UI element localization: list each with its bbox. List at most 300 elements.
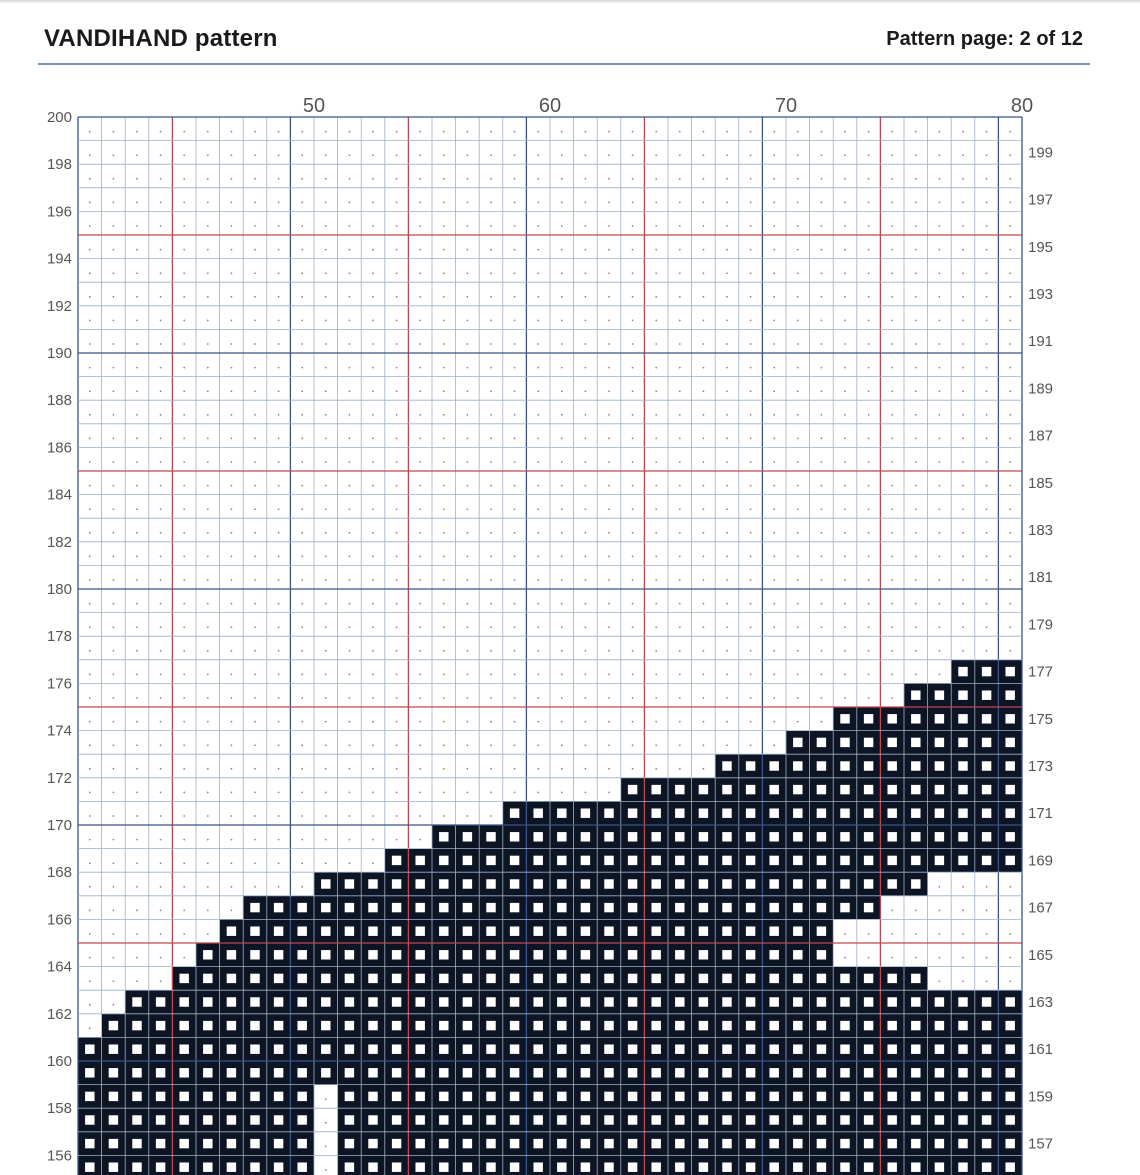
filled-stitch bbox=[621, 825, 645, 849]
empty-cell-dot bbox=[939, 508, 941, 510]
filled-stitch bbox=[432, 1155, 456, 1175]
empty-cell-dot bbox=[113, 721, 115, 723]
empty-cell-dot bbox=[608, 225, 610, 227]
empty-cell-dot bbox=[113, 768, 115, 770]
filled-stitch bbox=[857, 1132, 881, 1156]
empty-cell-dot bbox=[467, 154, 469, 156]
empty-cell-dot bbox=[655, 579, 657, 581]
filled-stitch bbox=[267, 1108, 291, 1132]
empty-cell-dot bbox=[160, 792, 162, 794]
empty-cell-dot bbox=[325, 603, 327, 605]
empty-cell-dot bbox=[443, 154, 445, 156]
empty-cell-dot bbox=[113, 839, 115, 841]
empty-cell-dot bbox=[301, 579, 303, 581]
empty-cell-dot bbox=[915, 178, 917, 180]
filled-stitch bbox=[385, 1108, 409, 1132]
empty-cell-dot bbox=[419, 272, 421, 274]
filled-stitch bbox=[998, 1037, 1022, 1061]
empty-cell-dot bbox=[962, 508, 964, 510]
empty-cell-dot bbox=[349, 815, 351, 817]
empty-cell-dot bbox=[183, 296, 185, 298]
empty-cell-dot bbox=[939, 225, 941, 227]
empty-cell-dot bbox=[89, 839, 91, 841]
filled-stitch bbox=[998, 778, 1022, 802]
empty-cell-dot bbox=[608, 131, 610, 133]
empty-cell-dot bbox=[561, 272, 563, 274]
empty-cell-dot bbox=[797, 249, 799, 251]
empty-cell-dot bbox=[1009, 508, 1011, 510]
row-label-left: 164 bbox=[46, 958, 72, 976]
empty-cell-dot bbox=[443, 792, 445, 794]
empty-cell-dot bbox=[1009, 414, 1011, 416]
empty-cell-dot bbox=[750, 225, 752, 227]
filled-stitch bbox=[998, 731, 1022, 755]
filled-stitch bbox=[715, 778, 739, 802]
filled-stitch bbox=[526, 849, 550, 873]
empty-cell-dot bbox=[726, 296, 728, 298]
row-label-left: 178 bbox=[46, 628, 72, 646]
empty-cell-dot bbox=[278, 508, 280, 510]
filled-stitch bbox=[550, 990, 574, 1014]
empty-cell-dot bbox=[443, 461, 445, 463]
filled-stitch bbox=[833, 1061, 857, 1085]
right-row-number-labels bbox=[1028, 144, 1053, 1175]
filled-stitch bbox=[550, 1155, 574, 1175]
filled-stitch bbox=[762, 967, 786, 991]
empty-cell-dot bbox=[278, 272, 280, 274]
empty-cell-dot bbox=[372, 815, 374, 817]
empty-cell-dot bbox=[962, 933, 964, 935]
filled-stitch bbox=[574, 1155, 598, 1175]
filled-stitch bbox=[220, 1108, 244, 1132]
empty-cell-dot bbox=[231, 556, 233, 558]
filled-stitch bbox=[621, 1155, 645, 1175]
filled-stitch bbox=[456, 943, 480, 967]
empty-cell-dot bbox=[301, 603, 303, 605]
empty-cell-dot bbox=[726, 320, 728, 322]
empty-cell-dot bbox=[608, 650, 610, 652]
filled-stitch bbox=[786, 1132, 810, 1156]
empty-cell-dot bbox=[183, 508, 185, 510]
filled-stitch bbox=[503, 849, 527, 873]
empty-cell-dot bbox=[278, 367, 280, 369]
empty-cell-dot bbox=[419, 249, 421, 251]
empty-cell-dot bbox=[939, 485, 941, 487]
filled-stitch bbox=[597, 990, 621, 1014]
empty-cell-dot bbox=[679, 650, 681, 652]
empty-cell-dot bbox=[278, 815, 280, 817]
empty-cell-dot bbox=[136, 438, 138, 440]
page-indicator: Pattern page: 2 of 12 bbox=[886, 28, 1083, 50]
empty-cell-dot bbox=[703, 556, 705, 558]
empty-cell-dot bbox=[136, 697, 138, 699]
row-label-right: 199 bbox=[1028, 144, 1054, 162]
empty-cell-dot bbox=[514, 249, 516, 251]
filled-stitch bbox=[78, 1061, 102, 1085]
filled-stitch bbox=[833, 778, 857, 802]
empty-cell-dot bbox=[939, 933, 941, 935]
empty-cell-dot bbox=[632, 626, 634, 628]
empty-cell-dot bbox=[254, 178, 256, 180]
empty-cell-dot bbox=[655, 320, 657, 322]
empty-cell-dot bbox=[372, 792, 374, 794]
filled-stitch bbox=[385, 1155, 409, 1175]
row-label-right: 183 bbox=[1028, 522, 1054, 539]
empty-cell-dot bbox=[537, 626, 539, 628]
filled-stitch bbox=[975, 754, 999, 778]
empty-cell-dot bbox=[608, 296, 610, 298]
empty-cell-dot bbox=[160, 839, 162, 841]
filled-stitch bbox=[526, 967, 550, 991]
empty-cell-dot bbox=[773, 744, 775, 746]
filled-stitch bbox=[644, 919, 668, 943]
filled-stitch bbox=[574, 1085, 598, 1109]
filled-stitch bbox=[361, 1108, 385, 1132]
empty-cell-dot bbox=[561, 202, 563, 204]
empty-cell-dot bbox=[443, 697, 445, 699]
empty-cell-dot bbox=[419, 603, 421, 605]
empty-cell-dot bbox=[797, 626, 799, 628]
empty-cell-dot bbox=[962, 320, 964, 322]
empty-cell-dot bbox=[160, 320, 162, 322]
filled-stitch bbox=[904, 731, 928, 755]
empty-cell-dot bbox=[844, 178, 846, 180]
empty-cell-dot bbox=[797, 343, 799, 345]
empty-cell-dot bbox=[773, 390, 775, 392]
empty-cell-dot bbox=[986, 178, 988, 180]
filled-stitch bbox=[408, 1061, 432, 1085]
empty-cell-dot bbox=[585, 249, 587, 251]
empty-cell-dot bbox=[136, 249, 138, 251]
filled-stitch bbox=[149, 1014, 173, 1038]
empty-cell-dot bbox=[750, 272, 752, 274]
empty-cell-dot bbox=[207, 768, 209, 770]
filled-stitch bbox=[857, 1155, 881, 1175]
filled-stitch bbox=[432, 872, 456, 896]
filled-stitch bbox=[385, 990, 409, 1014]
empty-cell-dot bbox=[632, 202, 634, 204]
filled-stitch bbox=[597, 872, 621, 896]
filled-stitch bbox=[267, 896, 291, 920]
empty-cell-dot bbox=[750, 697, 752, 699]
empty-cell-dot bbox=[231, 626, 233, 628]
filled-stitch bbox=[762, 896, 786, 920]
empty-cell-dot bbox=[939, 980, 941, 982]
filled-stitch bbox=[810, 1085, 834, 1109]
row-label-right: 179 bbox=[1028, 616, 1054, 634]
filled-stitch bbox=[668, 943, 692, 967]
empty-cell-dot bbox=[301, 390, 303, 392]
empty-cell-dot bbox=[254, 744, 256, 746]
empty-cell-dot bbox=[797, 603, 799, 605]
empty-cell-dot bbox=[207, 202, 209, 204]
filled-stitch bbox=[786, 1108, 810, 1132]
filled-stitch bbox=[644, 896, 668, 920]
empty-cell-dot bbox=[868, 154, 870, 156]
empty-cell-dot bbox=[750, 674, 752, 676]
empty-cell-dot bbox=[467, 815, 469, 817]
empty-cell-dot bbox=[301, 839, 303, 841]
empty-cell-dot bbox=[254, 579, 256, 581]
empty-cell-dot bbox=[419, 296, 421, 298]
empty-cell-dot bbox=[231, 792, 233, 794]
empty-cell-dot bbox=[585, 721, 587, 723]
empty-cell-dot bbox=[490, 202, 492, 204]
empty-cell-dot bbox=[514, 178, 516, 180]
empty-cell-dot bbox=[301, 131, 303, 133]
column-number-labels bbox=[303, 95, 1033, 117]
filled-stitch bbox=[338, 1132, 362, 1156]
empty-cell-dot bbox=[655, 131, 657, 133]
empty-cell-dot bbox=[655, 744, 657, 746]
filled-stitch bbox=[857, 1014, 881, 1038]
empty-cell-dot bbox=[632, 414, 634, 416]
filled-stitch bbox=[715, 1155, 739, 1175]
empty-cell-dot bbox=[254, 154, 256, 156]
empty-cell-dot bbox=[490, 131, 492, 133]
empty-cell-dot bbox=[608, 721, 610, 723]
empty-cell-dot bbox=[514, 272, 516, 274]
empty-cell-dot bbox=[679, 320, 681, 322]
filled-stitch bbox=[456, 896, 480, 920]
empty-cell-dot bbox=[703, 202, 705, 204]
empty-cell-dot bbox=[514, 343, 516, 345]
empty-cell-dot bbox=[301, 674, 303, 676]
filled-stitch bbox=[880, 825, 904, 849]
filled-stitch bbox=[739, 825, 763, 849]
empty-cell-dot bbox=[349, 131, 351, 133]
empty-cell-dot bbox=[396, 249, 398, 251]
filled-stitch bbox=[550, 1037, 574, 1061]
filled-stitch bbox=[904, 872, 928, 896]
empty-cell-dot bbox=[561, 461, 563, 463]
empty-cell-dot bbox=[726, 343, 728, 345]
filled-stitch bbox=[456, 919, 480, 943]
filled-stitch bbox=[597, 801, 621, 825]
empty-cell-dot bbox=[632, 343, 634, 345]
empty-cell-dot bbox=[372, 438, 374, 440]
filled-stitch bbox=[220, 1014, 244, 1038]
empty-cell-dot bbox=[254, 414, 256, 416]
empty-cell-dot bbox=[514, 768, 516, 770]
empty-cell-dot bbox=[372, 508, 374, 510]
empty-cell-dot bbox=[89, 579, 91, 581]
empty-cell-dot bbox=[703, 508, 705, 510]
filled-stitch bbox=[998, 1014, 1022, 1038]
empty-cell-dot bbox=[89, 980, 91, 982]
empty-cell-dot bbox=[537, 178, 539, 180]
empty-cell-dot bbox=[207, 839, 209, 841]
empty-cell-dot bbox=[891, 296, 893, 298]
empty-cell-dot bbox=[160, 650, 162, 652]
empty-cell-dot bbox=[325, 721, 327, 723]
empty-cell-dot bbox=[419, 674, 421, 676]
row-label-right: 159 bbox=[1028, 1088, 1054, 1106]
empty-cell-dot bbox=[183, 438, 185, 440]
filled-stitch bbox=[479, 1108, 503, 1132]
empty-cell-dot bbox=[396, 650, 398, 652]
empty-cell-dot bbox=[750, 438, 752, 440]
filled-stitch bbox=[597, 825, 621, 849]
filled-stitch bbox=[833, 1108, 857, 1132]
empty-cell-dot bbox=[986, 508, 988, 510]
empty-cell-dot bbox=[632, 225, 634, 227]
empty-cell-dot bbox=[113, 178, 115, 180]
filled-stitch bbox=[880, 1132, 904, 1156]
filled-stitch bbox=[951, 1037, 975, 1061]
empty-cell-dot bbox=[113, 320, 115, 322]
filled-stitch bbox=[880, 778, 904, 802]
filled-stitch bbox=[715, 919, 739, 943]
filled-stitch bbox=[904, 754, 928, 778]
filled-stitch bbox=[904, 1037, 928, 1061]
empty-cell-dot bbox=[349, 461, 351, 463]
empty-cell-dot bbox=[372, 721, 374, 723]
filled-stitch bbox=[715, 967, 739, 991]
empty-cell-dot bbox=[514, 367, 516, 369]
empty-cell-dot bbox=[490, 532, 492, 534]
empty-cell-dot bbox=[561, 485, 563, 487]
filled-stitch bbox=[220, 1085, 244, 1109]
empty-cell-dot bbox=[986, 461, 988, 463]
empty-cell-dot bbox=[254, 839, 256, 841]
empty-cell-dot bbox=[585, 485, 587, 487]
empty-cell-dot bbox=[726, 249, 728, 251]
empty-cell-dot bbox=[231, 650, 233, 652]
empty-cell-dot bbox=[231, 343, 233, 345]
empty-cell-dot bbox=[113, 438, 115, 440]
filled-stitch bbox=[644, 778, 668, 802]
empty-cell-dot bbox=[231, 886, 233, 888]
filled-stitch bbox=[432, 849, 456, 873]
empty-cell-dot bbox=[891, 508, 893, 510]
empty-cell-dot bbox=[89, 957, 91, 959]
empty-cell-dot bbox=[301, 792, 303, 794]
filled-stitch bbox=[243, 1155, 267, 1175]
empty-cell-dot bbox=[89, 603, 91, 605]
empty-cell-dot bbox=[1009, 886, 1011, 888]
empty-cell-dot bbox=[844, 131, 846, 133]
empty-cell-dot bbox=[537, 650, 539, 652]
empty-cell-dot bbox=[160, 980, 162, 982]
empty-cell-dot bbox=[632, 744, 634, 746]
filled-stitch bbox=[361, 872, 385, 896]
filled-stitch bbox=[267, 1132, 291, 1156]
empty-cell-dot bbox=[915, 461, 917, 463]
empty-cell-dot bbox=[160, 154, 162, 156]
empty-cell-dot bbox=[726, 508, 728, 510]
filled-stitch bbox=[267, 1014, 291, 1038]
filled-stitch bbox=[998, 990, 1022, 1014]
filled-stitch bbox=[880, 1108, 904, 1132]
filled-stitch bbox=[149, 1037, 173, 1061]
filled-stitch bbox=[739, 778, 763, 802]
empty-cell-dot bbox=[278, 532, 280, 534]
empty-cell-dot bbox=[891, 579, 893, 581]
empty-cell-dot bbox=[301, 485, 303, 487]
empty-cell-dot bbox=[419, 721, 421, 723]
empty-cell-dot bbox=[962, 532, 964, 534]
empty-cell-dot bbox=[608, 320, 610, 322]
filled-stitch bbox=[550, 943, 574, 967]
empty-cell-dot bbox=[561, 508, 563, 510]
empty-cell-dot bbox=[372, 862, 374, 864]
empty-cell-dot bbox=[160, 862, 162, 864]
empty-cell-dot bbox=[160, 367, 162, 369]
filled-stitch bbox=[597, 1037, 621, 1061]
filled-stitch bbox=[692, 919, 716, 943]
filled-stitch bbox=[385, 1085, 409, 1109]
empty-cell-dot bbox=[773, 626, 775, 628]
empty-cell-dot bbox=[679, 461, 681, 463]
empty-cell-dot bbox=[821, 272, 823, 274]
empty-cell-dot bbox=[632, 485, 634, 487]
empty-cell-dot bbox=[703, 225, 705, 227]
empty-cell-dot bbox=[821, 249, 823, 251]
empty-cell-dot bbox=[136, 674, 138, 676]
empty-cell-dot bbox=[844, 296, 846, 298]
empty-cell-dot bbox=[278, 485, 280, 487]
empty-cell-dot bbox=[89, 154, 91, 156]
filled-stitch bbox=[668, 1108, 692, 1132]
filled-stitch bbox=[857, 990, 881, 1014]
empty-cell-dot bbox=[325, 438, 327, 440]
empty-cell-dot bbox=[962, 603, 964, 605]
filled-stitch bbox=[196, 990, 220, 1014]
filled-stitch bbox=[644, 1108, 668, 1132]
empty-cell-dot bbox=[207, 249, 209, 251]
filled-stitch bbox=[361, 943, 385, 967]
filled-stitch bbox=[526, 1061, 550, 1085]
empty-cell-dot bbox=[419, 343, 421, 345]
empty-cell-dot bbox=[797, 650, 799, 652]
empty-cell-dot bbox=[325, 485, 327, 487]
empty-cell-dot bbox=[986, 154, 988, 156]
empty-cell-dot bbox=[89, 225, 91, 227]
empty-cell-dot bbox=[113, 508, 115, 510]
empty-cell-dot bbox=[773, 697, 775, 699]
empty-cell-dot bbox=[561, 131, 563, 133]
empty-cell-dot bbox=[868, 225, 870, 227]
column-label: 70 bbox=[774, 95, 798, 117]
filled-stitch bbox=[810, 778, 834, 802]
empty-cell-dot bbox=[136, 721, 138, 723]
empty-cell-dot bbox=[372, 225, 374, 227]
filled-stitch bbox=[715, 896, 739, 920]
filled-stitch bbox=[243, 919, 267, 943]
empty-cell-dot bbox=[537, 744, 539, 746]
filled-stitch bbox=[149, 1085, 173, 1109]
filled-stitch bbox=[503, 943, 527, 967]
empty-cell-dot bbox=[443, 272, 445, 274]
filled-stitch bbox=[951, 754, 975, 778]
empty-cell-dot bbox=[514, 202, 516, 204]
filled-stitch bbox=[715, 1014, 739, 1038]
empty-cell-dot bbox=[703, 131, 705, 133]
empty-cell-dot bbox=[1009, 202, 1011, 204]
filled-stitch bbox=[408, 1014, 432, 1038]
filled-stitch bbox=[951, 683, 975, 707]
empty-cell-dot bbox=[561, 178, 563, 180]
empty-cell-dot bbox=[561, 438, 563, 440]
filled-stitch bbox=[314, 943, 338, 967]
filled-stitch bbox=[172, 1132, 196, 1156]
filled-stitch bbox=[385, 967, 409, 991]
row-label-left: 182 bbox=[46, 533, 72, 551]
empty-cell-dot bbox=[349, 697, 351, 699]
empty-cell-dot bbox=[632, 556, 634, 558]
empty-cell-dot bbox=[797, 202, 799, 204]
